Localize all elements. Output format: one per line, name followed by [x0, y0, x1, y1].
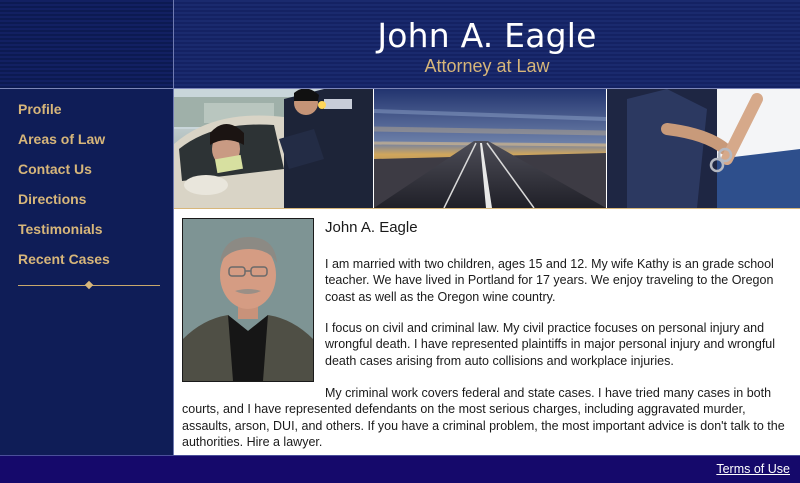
handcuffed-arrest-photo	[607, 89, 800, 208]
traffic-stop-photo	[174, 89, 373, 208]
nav-item-areas-of-law[interactable]: Areas of Law	[18, 131, 106, 147]
highway-motion-photo	[374, 89, 606, 208]
nav-item-profile[interactable]: Profile	[18, 101, 62, 117]
site-subtitle: Attorney at Law	[424, 56, 550, 76]
terms-of-use-link[interactable]: Terms of Use	[716, 462, 790, 476]
nav-ornament-divider	[18, 284, 160, 287]
sidebar-top-panel	[0, 0, 173, 88]
banner	[174, 89, 800, 208]
bio-paragraph-civil-practice: I focus on civil and criminal law. My civil practice focuses on personal injury and wrongful death. I have represented plaintiffs in major personal injury and wrongful death cases arising from auto collisions and workplace injuries.	[325, 321, 776, 368]
nav-item-testimonials[interactable]: Testimonials	[18, 221, 103, 237]
nav-item-recent-cases[interactable]: Recent Cases	[18, 251, 110, 267]
site-title: John A. Eagle	[377, 16, 597, 55]
bio-paragraph-criminal-practice: My criminal work covers federal and state cases. I have tried many cases in both courts, and I have represented defendants on the most serious charges, including aggravated murder, assaults, arson, DUI, and others. If you have a criminal problem, the most important advice is don't talk to the authorities. Hire a lawyer.	[182, 386, 785, 449]
nav-item-directions[interactable]: Directions	[18, 191, 87, 207]
content-heading: John A. Eagle	[325, 219, 418, 236]
main-content	[174, 208, 800, 456]
sidebar-nav	[18, 99, 168, 279]
portrait-photo	[182, 218, 314, 382]
footer	[0, 455, 800, 483]
bio-paragraph-family: I am married with two children, ages 15 and 12. My wife Kathy is an grade school teacher. We have lived in Portland for 17 years. We enjoy traveling to the Oregon coast as well as the Oregon wine country.	[325, 257, 774, 304]
nav-item-contact-us[interactable]: Contact Us	[18, 161, 92, 177]
